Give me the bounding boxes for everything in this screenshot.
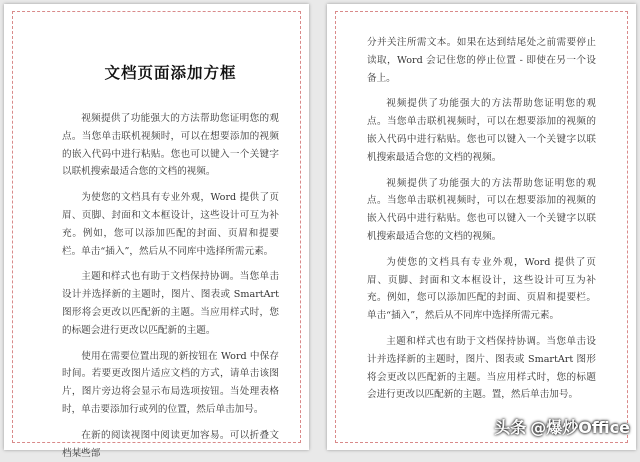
paragraph: 视频提供了功能强大的方法帮助您证明您的观点。当您单击联机视频时，可以在想要添加的视频的嵌入代码中进行粘贴。您也可以键入一个关键字以联机搜索最适合您的文档的视频。 bbox=[367, 177, 596, 242]
document-title: 文档页面添加方框 bbox=[104, 63, 237, 82]
paragraph: 视频提供了功能强大的方法帮助您证明您的观点。当您单击联机视频时，可以在想要添加的视频的嵌入代码中进行粘贴。您也可以键入一个关键字以联机搜索最适合您的文档的视频。 bbox=[367, 98, 596, 163]
page-content-right bbox=[367, 34, 596, 450]
paragraph: 主题和样式也有助于文档保持协调。当您单击设计并选择新的主题时，图片、图表或 SmartArt 图形将会更改以匹配新的主题。当应用样式时，您的标题会进行更改以匹配新的主题。 bbox=[62, 271, 279, 336]
page-content-left bbox=[62, 62, 279, 459]
paragraph: 使用在需要位置出现的新按钮在 Word 中保存时间。若要更改图片适应文档的方式，请单击该图片，图片旁边将会显示布局选项按钮。当处理表格时，单击要添加行或列的位置，然后单击加号。 bbox=[62, 350, 279, 415]
paragraph: 为使您的文档具有专业外观，Word 提供了页眉、页脚、封面和文本框设计，这些设计可互为补充。例如，您可以添加匹配的封面、页眉和提要栏。单击“插入”，然后从不同库中选择所需元素。 bbox=[62, 192, 279, 257]
paragraph: 视频提供了功能强大的方法帮助您证明您的观点。当您单击联机视频时，可以在想要添加的视频的嵌入代码中进行粘贴。您也可以键入一个关键字以联机搜索最适合您的文档的视频。 bbox=[62, 113, 279, 178]
document-page-right bbox=[327, 4, 636, 450]
paragraph: 主题和样式也有助于文档保持协调。当您单击设计并选择新的主题时，图片、图表或 SmartArt 图形将会更改以匹配新的主题。当应用样式时，您的标题会进行更改以匹配新的主题。置，然后单击加号。 bbox=[367, 335, 596, 401]
watermark-handle: @爆炒Office bbox=[530, 418, 630, 437]
paragraph-continued: 分并关注所需文本。如果在达到结尾处之前需要停止读取，Word 会记住您的停止位置 - 即使在另一个设备上。 bbox=[367, 37, 596, 84]
watermark-prefix: 头条 bbox=[494, 418, 527, 437]
watermark bbox=[494, 415, 630, 438]
document-page-left bbox=[4, 4, 309, 459]
paragraph: 在新的阅读视图中阅读更加容易。可以折叠文档某些部 bbox=[62, 429, 279, 459]
paragraph: 为使您的文档具有专业外观，Word 提供了页眉、页脚、封面和文本框设计，这些设计可互为补充。例如，您可以添加匹配的封面、页眉和提要栏。单击“插入”，然后从不同库中选择所需元素。 bbox=[367, 256, 596, 322]
